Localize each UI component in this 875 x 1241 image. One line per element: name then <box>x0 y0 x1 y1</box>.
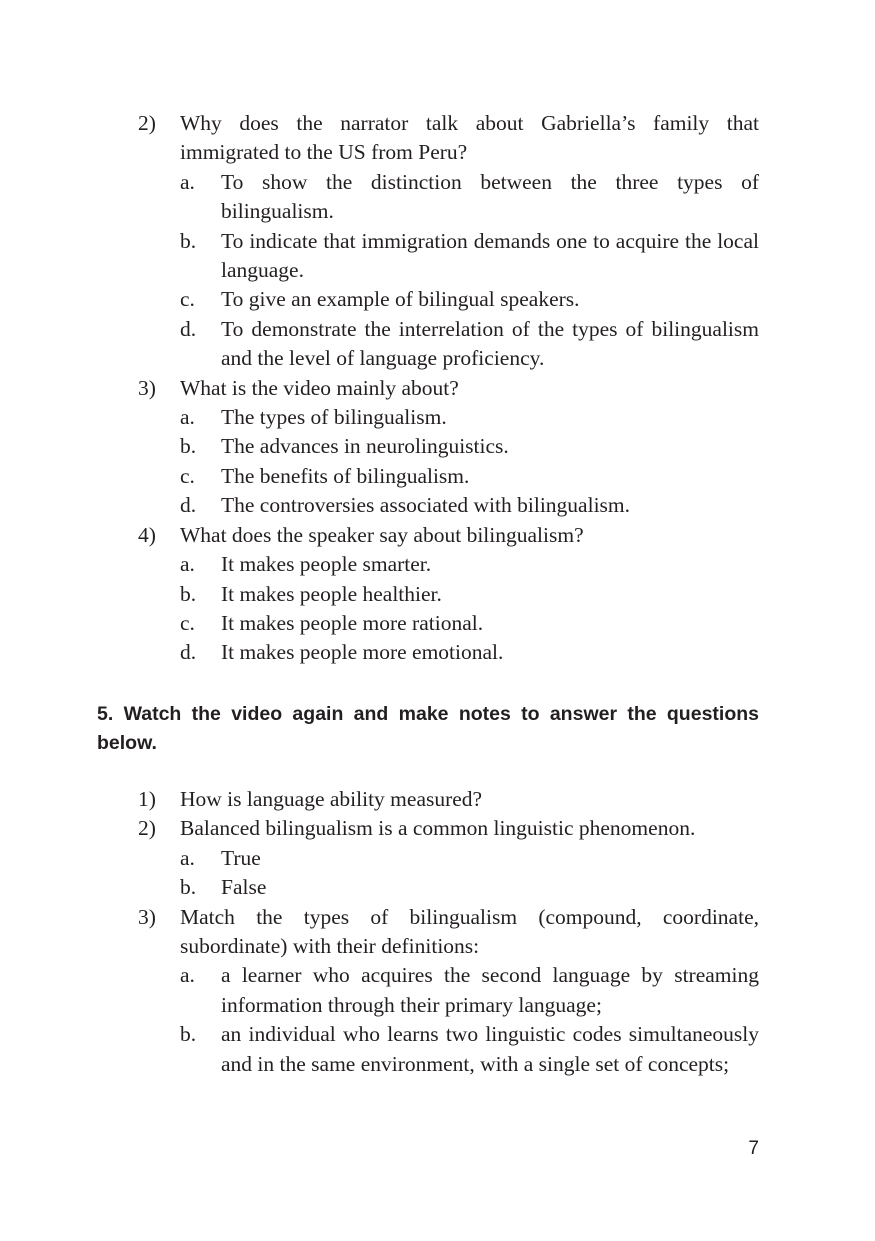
option-5-3a <box>180 961 759 1020</box>
option-3a <box>180 403 759 432</box>
option-2d <box>180 315 759 374</box>
option-text: an individual who learns two linguistic codes simultaneously and in the same environment, with a single set of concepts; <box>221 1022 759 1076</box>
option-letter: a. <box>180 963 195 988</box>
question-5-3 <box>138 903 759 962</box>
option-3b <box>180 432 759 461</box>
question-number: 2) <box>138 816 156 841</box>
option-letter: a. <box>180 169 195 194</box>
question-number: 3) <box>138 904 156 929</box>
option-letter: c. <box>180 463 195 488</box>
option-text: The controversies associated with bilingualism. <box>221 493 631 518</box>
option-4a <box>180 550 759 579</box>
question-5-1 <box>138 785 759 814</box>
option-text: It makes people more emotional. <box>221 640 504 665</box>
page-number: 7 <box>748 1138 759 1159</box>
option-letter: a. <box>180 405 195 430</box>
option-2a <box>180 168 759 227</box>
option-letter: d. <box>180 640 197 665</box>
option-letter: a. <box>180 552 195 577</box>
option-letter: c. <box>180 287 195 312</box>
question-3 <box>138 374 759 403</box>
question-text: Why does the narrator talk about Gabriella’s family that immigrated to the US from Peru? <box>180 111 759 165</box>
option-text: To demonstrate the interrelation of the types of bilingualism and the level of language proficiency. <box>221 316 759 371</box>
option-letter: b. <box>180 228 197 253</box>
question-number: 3) <box>138 375 156 400</box>
option-text: The advances in neurolinguistics. <box>221 434 509 459</box>
question-5-2 <box>138 814 759 843</box>
option-letter: b. <box>180 434 197 459</box>
option-letter: b. <box>180 581 197 606</box>
question-number: 1) <box>138 787 156 811</box>
option-2c <box>180 285 759 314</box>
option-letter: d. <box>180 493 197 518</box>
question-number: 4) <box>138 522 156 547</box>
option-5-2b <box>180 873 759 902</box>
question-2 <box>138 109 759 168</box>
option-2b <box>180 227 759 286</box>
option-text: a learner who acquires the second language by streaming information through their primary language; <box>221 963 759 1017</box>
question-text: What is the video mainly about? <box>180 375 459 400</box>
question-text: Match the types of bilingualism (compound, coordinate, subordinate) with their definitions: <box>180 904 759 959</box>
option-text: It makes people more rational. <box>221 610 484 635</box>
option-text: To show the distinction between the three types of bilingualism. <box>221 169 759 224</box>
option-letter: c. <box>180 610 195 635</box>
question-number: 2) <box>138 111 156 135</box>
option-letter: b. <box>180 1022 197 1047</box>
option-text: It makes people healthier. <box>221 581 442 606</box>
question-text: Balanced bilingualism is a common linguistic phenomenon. <box>180 816 696 841</box>
option-4c <box>180 609 759 638</box>
option-3c <box>180 462 759 491</box>
question-list-section-5 <box>138 785 759 1079</box>
option-text: False <box>221 875 267 900</box>
option-letter: d. <box>180 316 197 341</box>
question-list-upper <box>138 109 759 668</box>
option-text: True <box>221 845 261 870</box>
option-text: It makes people smarter. <box>221 552 432 577</box>
option-3d <box>180 491 759 520</box>
section-heading: 5. Watch the video again and make notes to answer the questions below. <box>97 703 759 754</box>
option-5-2a <box>180 844 759 873</box>
question-4 <box>138 521 759 550</box>
option-letter: a. <box>180 845 195 870</box>
option-text: The types of bilingualism. <box>221 405 447 430</box>
question-text: How is language ability measured? <box>180 787 483 811</box>
option-4b <box>180 580 759 609</box>
option-text: The benefits of bilingualism. <box>221 463 470 488</box>
question-text: What does the speaker say about bilingualism? <box>180 522 584 547</box>
option-5-3b <box>180 1020 759 1079</box>
option-letter: b. <box>180 875 197 900</box>
option-text: To indicate that immigration demands one to acquire the local language. <box>221 228 759 283</box>
option-4d <box>180 638 759 667</box>
option-text: To give an example of bilingual speakers. <box>221 287 580 312</box>
